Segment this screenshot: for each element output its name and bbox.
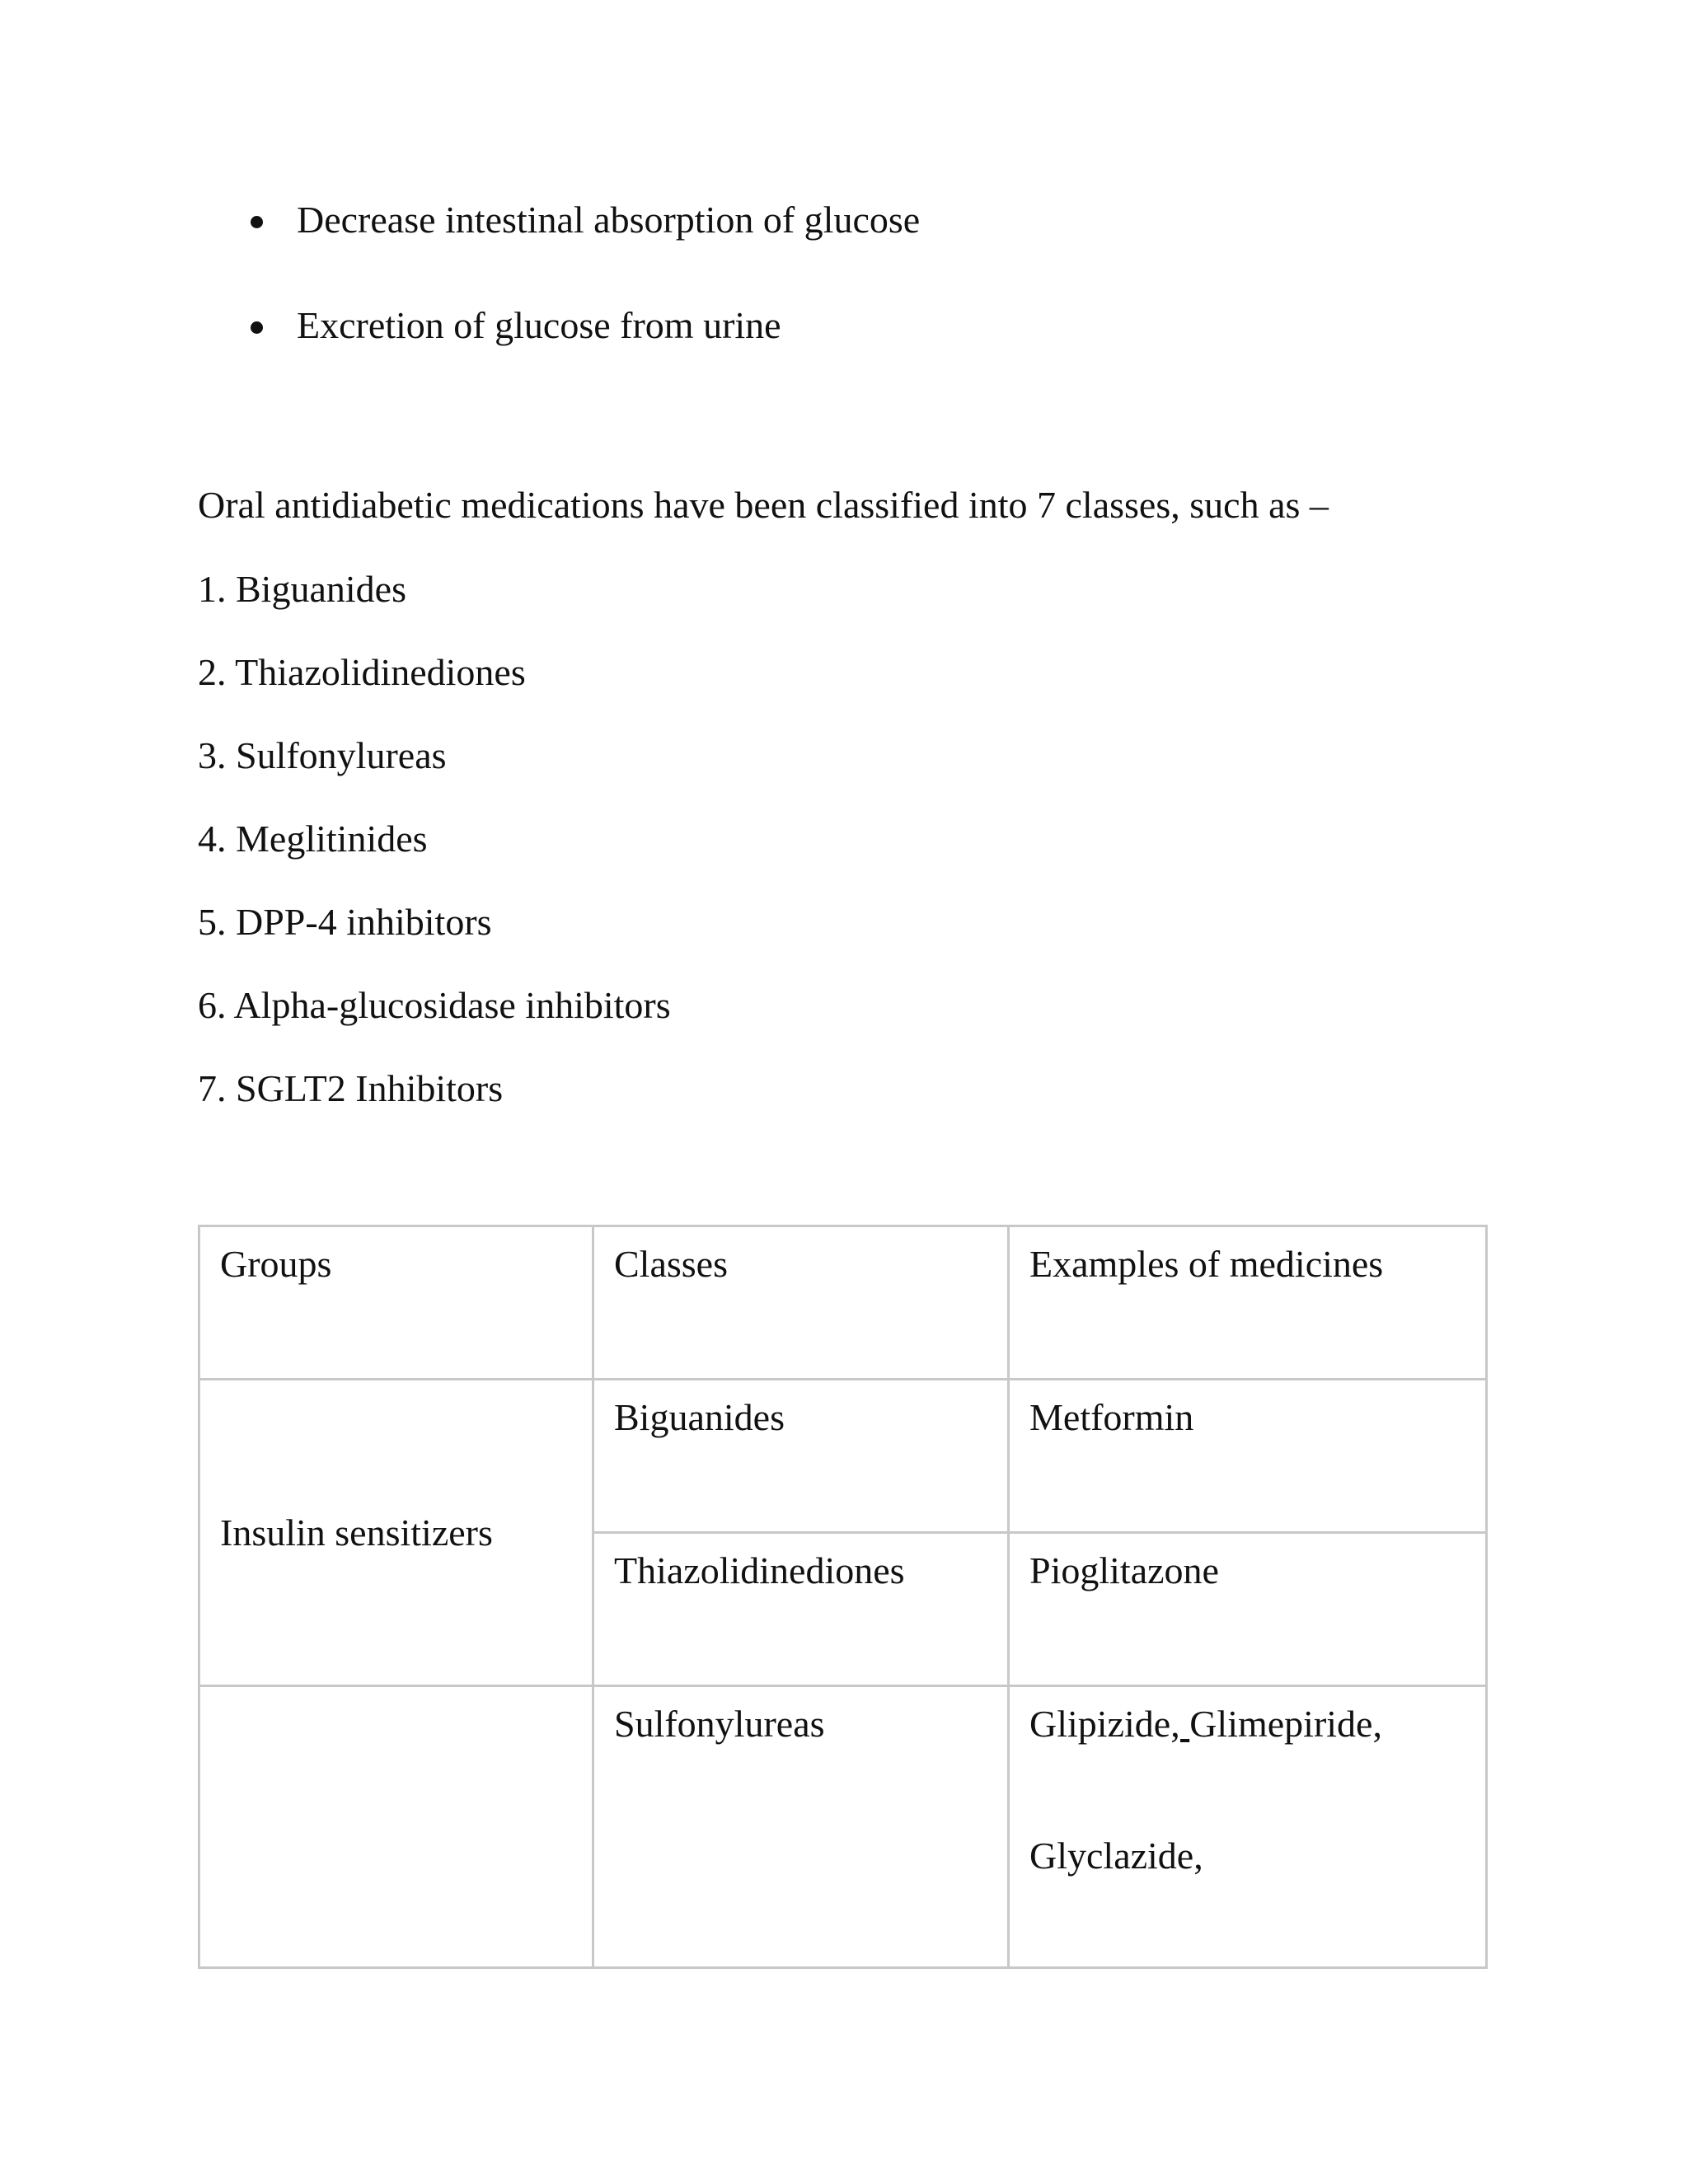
example-name: Glimepiride bbox=[1189, 1703, 1373, 1745]
example-separator: , bbox=[1372, 1703, 1382, 1745]
table-header-row bbox=[199, 1226, 1487, 1380]
class-cell: Thiazolidinediones bbox=[593, 1533, 1009, 1686]
class-item: 3. Sulfonylureas bbox=[198, 734, 447, 776]
bullet-text: Decrease intestinal absorption of glucose bbox=[297, 199, 921, 241]
bullet-text: Excretion of glucose from urine bbox=[297, 304, 781, 346]
examples-line bbox=[1029, 1700, 1465, 1748]
example-name: Glipizide bbox=[1029, 1703, 1171, 1745]
examples-line: Glyclazide, bbox=[1029, 1835, 1203, 1877]
class-item: 5. DPP-4 inhibitors bbox=[198, 901, 492, 943]
class-item: 7. SGLT2 Inhibitors bbox=[198, 1067, 504, 1109]
group-cell bbox=[199, 1686, 593, 1968]
class-item: 6. Alpha-glucosidase inhibitors bbox=[198, 984, 671, 1026]
class-cell: Biguanides bbox=[593, 1380, 1009, 1533]
class-item: 1. Biguanides bbox=[198, 568, 406, 610]
medicines-table bbox=[198, 1225, 1488, 1969]
table-row bbox=[199, 1686, 1487, 1968]
bullet-item bbox=[239, 302, 920, 349]
class-item: 2. Thiazolidinediones bbox=[198, 651, 526, 693]
bullet-item bbox=[239, 196, 920, 244]
header-groups: Groups bbox=[199, 1226, 593, 1380]
intro-paragraph: Oral antidiabetic medications have been classified into 7 classes, such as – bbox=[198, 484, 1329, 526]
bullet-list bbox=[239, 196, 920, 407]
examples-cell: Metformin bbox=[1009, 1380, 1487, 1533]
class-item: 4. Meglitinides bbox=[198, 818, 428, 860]
group-cell: Insulin sensitizers bbox=[199, 1380, 593, 1686]
header-classes: Classes bbox=[593, 1226, 1009, 1380]
table-row bbox=[199, 1380, 1487, 1533]
classes-list bbox=[198, 565, 671, 1148]
header-examples: Examples of medicines bbox=[1009, 1226, 1487, 1380]
bullet-icon bbox=[251, 321, 263, 334]
class-cell: Sulfonylureas bbox=[593, 1686, 1009, 1968]
example-separator: , bbox=[1170, 1703, 1190, 1745]
bullet-icon bbox=[251, 216, 263, 228]
examples-cell bbox=[1009, 1686, 1487, 1968]
examples-cell: Pioglitazone bbox=[1009, 1533, 1487, 1686]
